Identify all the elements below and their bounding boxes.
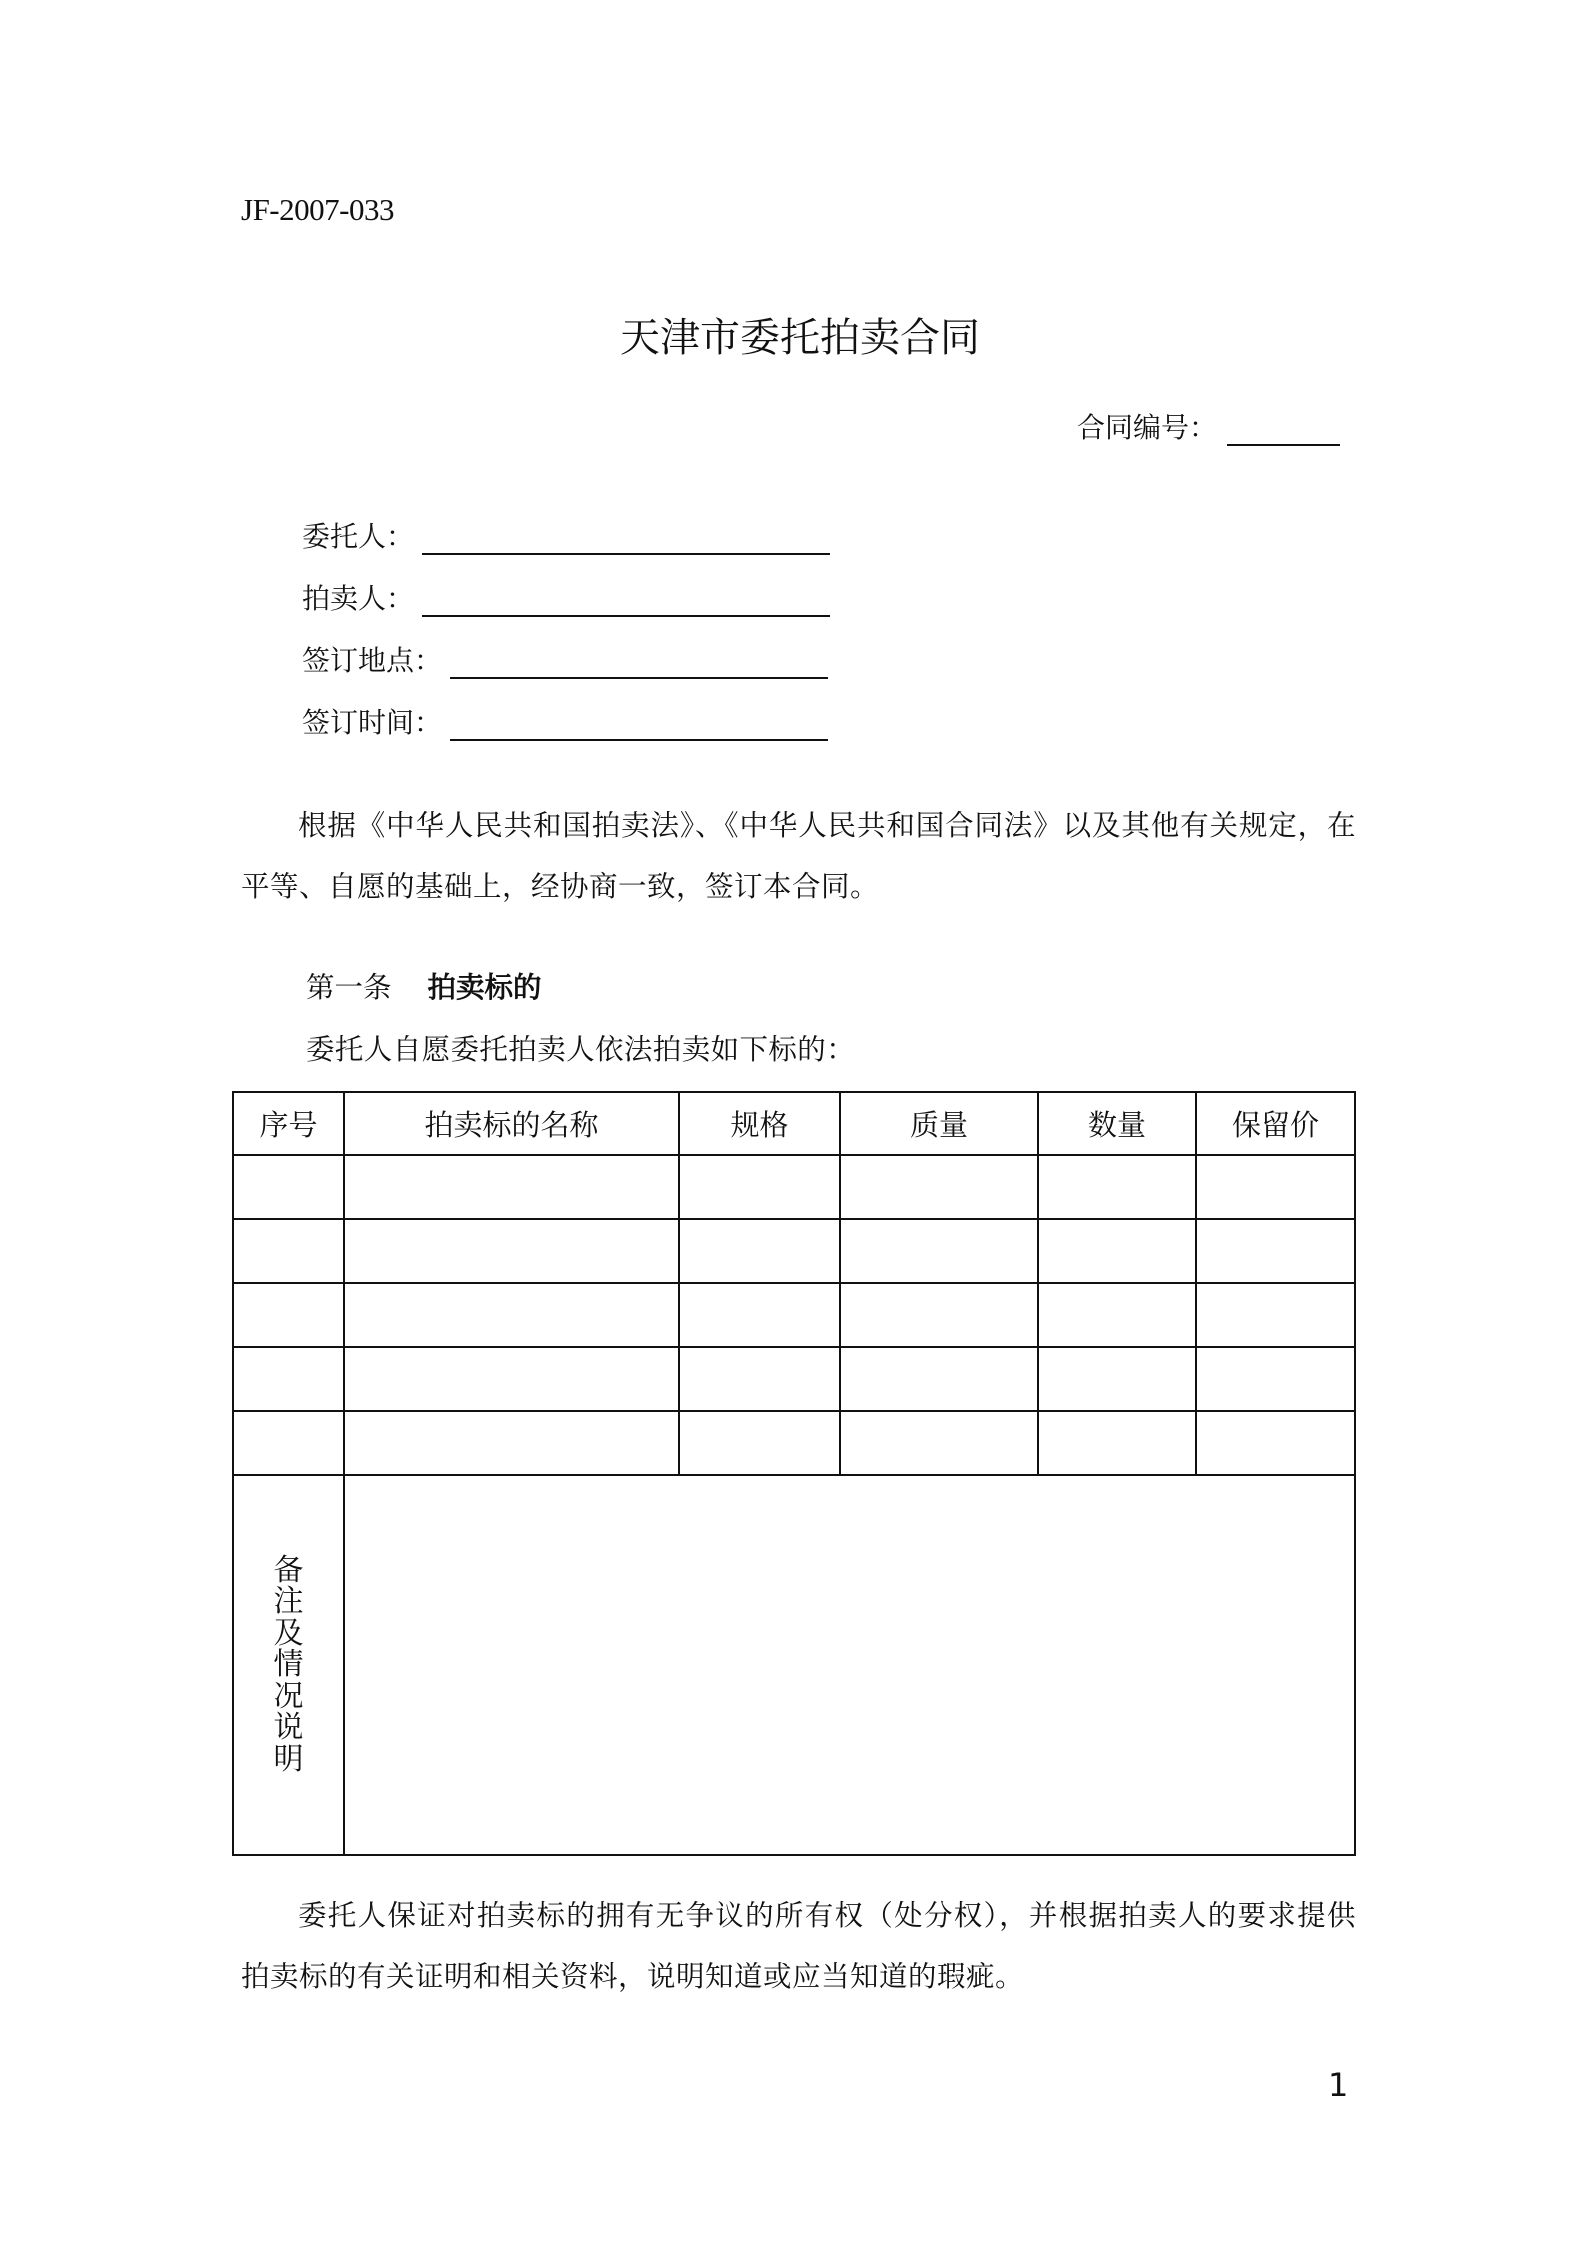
column-header-quality: 质量 bbox=[840, 1092, 1038, 1155]
document-title: 天津市委托拍卖合同 bbox=[620, 315, 980, 361]
field-blank[interactable] bbox=[450, 647, 828, 679]
table-row bbox=[233, 1283, 1355, 1347]
field-consignor bbox=[302, 515, 830, 555]
table-cell[interactable] bbox=[344, 1411, 679, 1475]
warranty-paragraph: 委托人保证对拍卖标的拥有无争议的所有权（处分权），并根据拍卖人的要求提供拍卖标的有关证明和相关资料，说明知道或应当知道的瑕疵。 bbox=[241, 1899, 1356, 1993]
table-cell[interactable] bbox=[233, 1283, 344, 1347]
table-cell[interactable] bbox=[1038, 1155, 1196, 1219]
table-cell[interactable] bbox=[344, 1219, 679, 1283]
field-label: 签订时间： bbox=[302, 706, 443, 739]
field-auctioneer bbox=[302, 577, 830, 617]
table-row bbox=[233, 1347, 1355, 1411]
table-cell[interactable] bbox=[679, 1283, 840, 1347]
table-cell[interactable] bbox=[1196, 1219, 1355, 1283]
column-header-reserve-price: 保留价 bbox=[1196, 1092, 1355, 1155]
table-cell[interactable] bbox=[679, 1219, 840, 1283]
auction-items-table bbox=[232, 1091, 1356, 1856]
table-row bbox=[233, 1155, 1355, 1219]
table-cell[interactable] bbox=[344, 1283, 679, 1347]
table-row bbox=[233, 1411, 1355, 1475]
field-signing-place bbox=[302, 639, 828, 679]
table-cell[interactable] bbox=[840, 1347, 1038, 1411]
column-header-item-name: 拍卖标的名称 bbox=[344, 1092, 679, 1155]
remarks-row bbox=[233, 1475, 1355, 1855]
column-header-quantity: 数量 bbox=[1038, 1092, 1196, 1155]
table-cell[interactable] bbox=[1196, 1283, 1355, 1347]
table-cell[interactable] bbox=[233, 1411, 344, 1475]
table-cell[interactable] bbox=[1038, 1219, 1196, 1283]
table-cell[interactable] bbox=[679, 1347, 840, 1411]
table-cell[interactable] bbox=[1038, 1411, 1196, 1475]
contract-number-label: 合同编号： bbox=[1077, 411, 1218, 444]
remarks-label-cell bbox=[233, 1475, 344, 1855]
column-header-serial: 序号 bbox=[233, 1092, 344, 1155]
table-cell[interactable] bbox=[233, 1347, 344, 1411]
article-heading bbox=[306, 965, 542, 1006]
table-cell[interactable] bbox=[1038, 1347, 1196, 1411]
field-blank[interactable] bbox=[422, 585, 830, 617]
column-header-spec: 规格 bbox=[679, 1092, 840, 1155]
field-label: 拍卖人： bbox=[302, 582, 415, 615]
table-header-row bbox=[233, 1092, 1355, 1155]
table-cell[interactable] bbox=[233, 1155, 344, 1219]
field-label: 签订地点： bbox=[302, 644, 443, 677]
field-blank[interactable] bbox=[422, 523, 830, 555]
table-cell[interactable] bbox=[840, 1283, 1038, 1347]
table-cell[interactable] bbox=[344, 1347, 679, 1411]
field-label: 委托人： bbox=[302, 520, 415, 553]
page-number: 1 bbox=[1328, 2066, 1349, 2104]
table-cell[interactable] bbox=[679, 1155, 840, 1219]
article-name: 拍卖标的 bbox=[427, 971, 542, 1004]
table-cell[interactable] bbox=[233, 1219, 344, 1283]
field-blank[interactable] bbox=[450, 709, 828, 741]
table-row bbox=[233, 1219, 1355, 1283]
contract-number-field bbox=[1077, 406, 1340, 446]
article-number: 第一条 bbox=[306, 971, 392, 1004]
table-cell[interactable] bbox=[840, 1411, 1038, 1475]
table-cell[interactable] bbox=[1196, 1411, 1355, 1475]
article-intro: 委托人自愿委托拍卖人依法拍卖如下标的： bbox=[306, 1033, 856, 1066]
document-code: JF-2007-033 bbox=[241, 192, 394, 227]
table-cell[interactable] bbox=[840, 1219, 1038, 1283]
table-cell[interactable] bbox=[1196, 1347, 1355, 1411]
contract-number-blank[interactable] bbox=[1227, 414, 1340, 446]
table-cell[interactable] bbox=[679, 1411, 840, 1475]
table-cell[interactable] bbox=[1038, 1283, 1196, 1347]
table-cell[interactable] bbox=[344, 1155, 679, 1219]
remarks-value-cell[interactable] bbox=[344, 1475, 1355, 1855]
field-signing-time bbox=[302, 701, 828, 741]
table-cell[interactable] bbox=[840, 1155, 1038, 1219]
preamble-paragraph: 根据《中华人民共和国拍卖法》、《中华人民共和国合同法》以及其他有关规定，在平等、自愿的基础上，经协商一致，签订本合同。 bbox=[241, 809, 1356, 903]
remarks-label: 备注及情况说明 bbox=[273, 1552, 304, 1777]
table-cell[interactable] bbox=[1196, 1155, 1355, 1219]
